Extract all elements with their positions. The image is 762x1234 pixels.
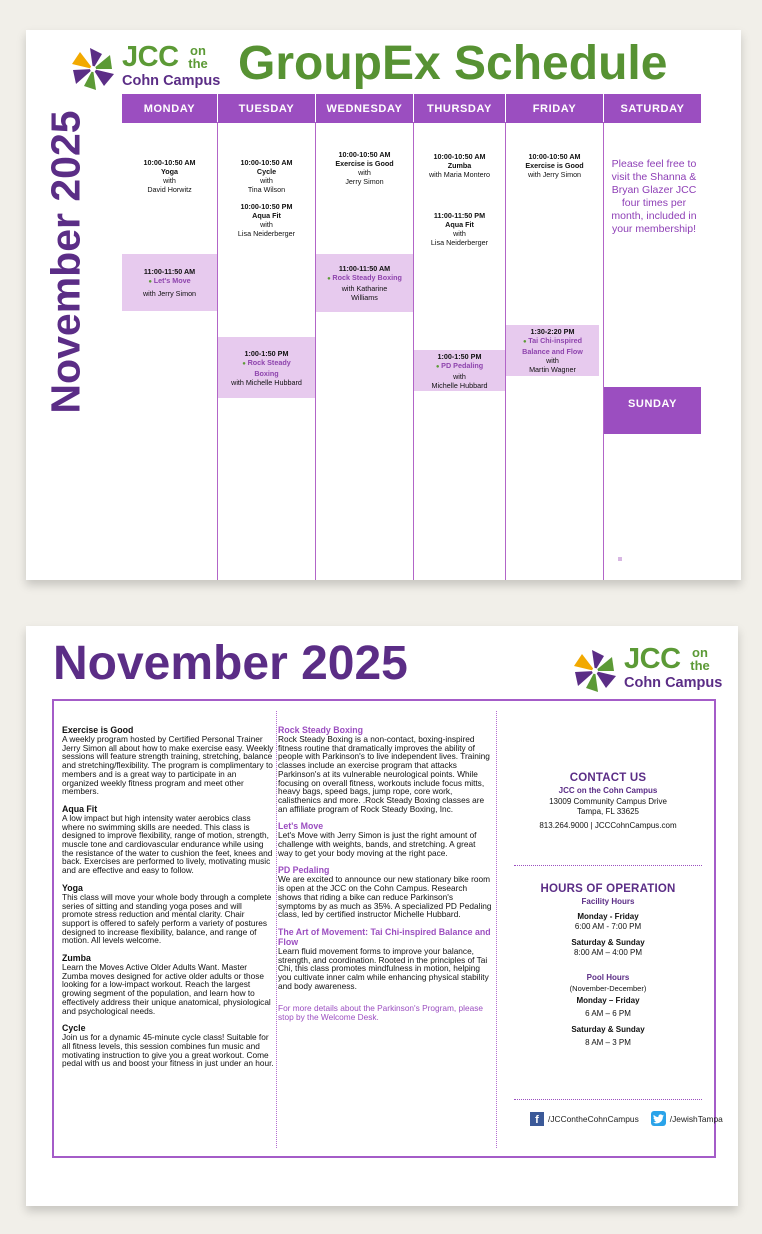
event-instructor: with Katharine Williams bbox=[341, 284, 388, 302]
event-time: 1:00-1:50 PM bbox=[244, 348, 289, 358]
event-name: Exercise is Good bbox=[335, 159, 394, 168]
pool-weekday-label: Monday – Friday bbox=[576, 996, 640, 1005]
facility-hours-label: Facility Hours bbox=[581, 897, 635, 906]
hours-heading: HOURS OF OPERATION bbox=[540, 883, 676, 895]
twitter-handle[interactable]: /JewishTampa bbox=[669, 1113, 723, 1124]
event-name: ● Rock Steady Boxing bbox=[327, 273, 402, 284]
event-time: 10:00-10:50 PM bbox=[240, 202, 293, 211]
event-card bbox=[122, 156, 217, 196]
logo-jcc-text: JCC bbox=[624, 643, 681, 675]
facebook-icon[interactable]: f bbox=[530, 1112, 544, 1126]
event-with: with bbox=[358, 168, 371, 177]
weekday-hours: 6:00 AM - 7:00 PM bbox=[574, 922, 642, 931]
event-instructor: Tina Wilson bbox=[247, 185, 286, 194]
event-instructor: Jerry Simon bbox=[345, 177, 384, 186]
details-page bbox=[26, 626, 738, 1206]
jcc-logo bbox=[70, 41, 221, 100]
event-instructor: with Maria Montero bbox=[428, 169, 491, 179]
class-title: Aqua Fit bbox=[62, 803, 98, 814]
twitter-icon[interactable] bbox=[651, 1111, 666, 1126]
contact-address-line1: 13009 Community Campus Drive bbox=[549, 797, 667, 806]
pool-season: (November-December) bbox=[569, 984, 647, 993]
column-separator bbox=[496, 711, 497, 1148]
event-card-highlighted bbox=[414, 350, 505, 391]
class-text: We are excited to announce our new stationary bike room is open at the JCC on the Cohn Campus. Research shows that riding a bike can reduce Parkinson's symptoms by as much as 35%. A specialized PD Pedaling class, led by certified instructor Michelle Hubbard. bbox=[278, 874, 492, 920]
logo-jcc-text: JCC bbox=[122, 41, 179, 73]
event-instructor: Lisa Neiderberger bbox=[237, 229, 296, 238]
jcc-logo bbox=[572, 643, 723, 702]
class-title: Cycle bbox=[62, 1023, 86, 1034]
event-name: Cycle bbox=[256, 167, 277, 176]
contact-section bbox=[506, 771, 710, 831]
contact-heading: CONTACT US bbox=[569, 772, 647, 784]
day-header-sunday: SUNDAY bbox=[604, 387, 701, 434]
logo-on-the-text: on the bbox=[188, 43, 208, 71]
pool-hours-label: Pool Hours bbox=[586, 973, 630, 982]
day-header-tuesday: TUESDAY bbox=[218, 94, 315, 123]
day-header-friday: FRIDAY bbox=[506, 94, 603, 123]
class-text: Learn fluid movement forms to improve your balance, strength, and coordination. Rooted in the principles of Tai Chi, this class promotes mindfulness in motion, helping you cultivate inner calm while enhancing physical stability and body awareness. bbox=[278, 945, 489, 991]
saturday-note: Please feel free to visit the Shanna & Bryan Glazer JCC four times per month, included in your membership! bbox=[611, 158, 697, 235]
event-instructor: Lisa Neiderberger bbox=[430, 238, 489, 247]
event-time: 11:00-11:50 AM bbox=[143, 267, 196, 276]
pinwheel-logo-icon bbox=[70, 46, 116, 92]
event-time: 10:00-10:50 AM bbox=[433, 151, 486, 161]
contact-phone-web: 813.264.9000 | JCCCohnCampus.com bbox=[539, 821, 677, 830]
event-instructor: with Jerry Simon bbox=[527, 169, 582, 179]
event-card bbox=[414, 150, 505, 180]
event-name: Exercise is Good bbox=[525, 160, 584, 170]
event-with: with bbox=[163, 176, 176, 185]
logo-campus-text: Cohn Campus bbox=[122, 73, 221, 89]
event-card bbox=[218, 156, 315, 196]
class-title: Rock Steady Boxing bbox=[278, 725, 364, 735]
section-divider bbox=[514, 1099, 702, 1100]
event-with: with bbox=[453, 371, 466, 381]
details-box bbox=[52, 699, 723, 1158]
contact-address-line2: Tampa, FL 33625 bbox=[577, 807, 639, 816]
event-with: with bbox=[260, 176, 273, 185]
event-time: 1:00-1:50 PM bbox=[437, 351, 482, 361]
event-time: 1:30-2:20 PM bbox=[530, 327, 575, 336]
event-name: ● Let's Move bbox=[148, 276, 190, 287]
class-text: This class will move your whole body through a complete series of sitting and standing yoga poses and will promote stress reduction and mental clarity. Chair support is offered to safely perform a variety of postures designed to increase flexibility, balance, and range of motion. All levels welcome. bbox=[62, 891, 272, 946]
logo-on-the-text: on the bbox=[690, 645, 710, 673]
weekday-label: Monday - Friday bbox=[577, 912, 639, 921]
day-header-thursday: THURSDAY bbox=[414, 94, 505, 123]
section-divider bbox=[514, 865, 702, 866]
event-name: Zumba bbox=[447, 160, 472, 170]
event-time: 11:00-11:50 AM bbox=[338, 264, 391, 273]
event-instructor: Martin Wagner bbox=[529, 365, 576, 374]
event-with: with bbox=[546, 356, 559, 365]
event-with: with bbox=[260, 220, 273, 229]
pinwheel-logo-icon bbox=[572, 648, 618, 694]
event-name: ● PD Pedaling bbox=[436, 361, 483, 372]
column-separator bbox=[276, 711, 277, 1148]
class-text: A low impact but high intensity water aerobics class where no swimming skills are needed. This class is designed to improve flexibility, range of motion, strength, muscle tone and cardiovascular endurance while using the resistance of the water to cushion the feet, knees and back. Exercises are performed to lively, motivating music and are effective and easy to follow. bbox=[62, 812, 273, 876]
logo-campus-text: Cohn Campus bbox=[624, 675, 723, 691]
facebook-handle[interactable]: /JCContheCohnCampus bbox=[548, 1113, 639, 1124]
event-instructor: Michelle Hubbard bbox=[431, 380, 488, 390]
event-card-highlighted bbox=[506, 325, 599, 376]
schedule-title: GroupEx Schedule bbox=[238, 37, 668, 90]
parkinsons-footnote: For more details about the Parkinson's Program, please stop by the Welcome Desk. bbox=[278, 1003, 483, 1023]
grid-line bbox=[315, 122, 316, 580]
event-name: ● Tai Chi-inspired Balance and Flow bbox=[510, 336, 595, 356]
weekend-hours: 8:00 AM – 4:00 PM bbox=[573, 948, 643, 957]
event-card bbox=[316, 150, 413, 186]
details-title: November 2025 bbox=[53, 637, 408, 690]
class-title: Zumba bbox=[62, 953, 91, 964]
day-header-monday: MONDAY bbox=[122, 94, 217, 123]
class-title: Exercise is Good bbox=[62, 725, 134, 735]
pool-weekend-label: Saturday & Sunday bbox=[571, 1025, 645, 1034]
event-card-highlighted bbox=[316, 254, 413, 312]
class-text: Let's Move with Jerry Simon is just the right amount of challenge with weights, bands, and stretching. A great way to get your body moving at the right pace. bbox=[278, 830, 477, 858]
event-time: 10:00-10:50 AM bbox=[143, 158, 196, 167]
event-name: Yoga bbox=[160, 167, 179, 176]
event-time: 10:00-10:50 AM bbox=[338, 150, 391, 159]
event-card-highlighted bbox=[218, 337, 315, 398]
contact-org-name: JCC on the Cohn Campus bbox=[558, 786, 658, 795]
event-card bbox=[506, 150, 603, 180]
class-text: Rock Steady Boxing is a non-contact, boxing-inspired fitness routine that dramatically improves the ability of people with Parkinson's to live independent lives. Training classes include an exercise program that attacks Parkinson's at its vulnerable neurological points. While focusing on overall fitness, workouts include focus mitts, heavy bags, speed bags, jump rope, core work, calisthenics and more. .Rock Steady Boxing classes are an affiliate program of Rock Steady Boxing, Inc. bbox=[278, 734, 490, 814]
pool-weekday-hours: 6 AM – 6 PM bbox=[585, 1009, 631, 1018]
weekend-label: Saturday & Sunday bbox=[571, 938, 645, 947]
event-card-highlighted bbox=[122, 254, 217, 311]
class-text: A weekly program hosted by Certified Personal Trainer Jerry Simon all about how to make exercise easy. Weekly sessions will feature strength training, stretching, balance and stretching/flexibility. The program is complimentary to members and is a great way to participate in an organized weekly fitness program and meet other members. bbox=[62, 734, 274, 797]
class-title: Yoga bbox=[62, 882, 83, 893]
event-name: Aqua Fit bbox=[445, 220, 474, 229]
grid-line bbox=[603, 122, 604, 580]
event-with: with bbox=[453, 229, 466, 238]
hours-section bbox=[506, 882, 710, 1048]
class-text: Learn the Moves Active Older Adults Want. Master Zumba moves designed for active older adults or those looking for a low-impact workout. Reach the largest growing segment of the population, and learn how to effectively address their unique anatomical, physiological and psychological needs. bbox=[62, 962, 271, 1016]
class-descriptions-col1 bbox=[62, 725, 274, 1068]
social-links bbox=[530, 1111, 723, 1126]
event-card bbox=[218, 200, 315, 240]
class-title: Let's Move bbox=[278, 821, 324, 832]
class-title: PD Pedaling bbox=[278, 865, 330, 876]
day-header-saturday: SATURDAY bbox=[604, 94, 701, 123]
day-header-wednesday: WEDNESDAY bbox=[316, 94, 413, 123]
event-time: 10:00-10:50 AM bbox=[528, 151, 581, 161]
event-time: 11:00-11:50 PM bbox=[433, 211, 486, 220]
event-name: ● Rock Steady Boxing bbox=[232, 358, 302, 378]
decorative-dot bbox=[618, 557, 622, 561]
class-descriptions-col2 bbox=[278, 725, 492, 1022]
class-title: The Art of Movement: Tai Chi-inspired Balance and Flow bbox=[278, 926, 491, 947]
schedule-page: JCC on the Cohn Campus GroupEx Schedule November 2025 MONDAY TUESDAY WEDNESDAY THURSDAY FRIDAY SATURDAY 10:00-10:50 AM Yoga with David Horwitz 11:00-11:50 AM ● Let's Move with Jerry Simon 10:00-10:50 AM Cycle with Tina Wilson 10:00-10:50 PM Aqua Fit with Lisa Neiderberger 1:00-1:50 PM ● Rock Steady Boxing with Michelle Hubbard 10:00-10:50 AM Exercise is Good with Jerry Simon 11:00-11:50 AM ● Rock Steady Boxing with Katharine Williams 10:00-10:50 AM Zumba with Maria Montero 11:00-11:50 PM Aqua Fit with Lisa Neiderberger 1:00-1:50 PM ● PD Pedaling with Michelle Hubbard 10:00-10:50 AM Exercise is Good with Jerry Simon 1:30-2:20 PM ● Tai Chi-inspired Balance and Flow with Martin Wagner Please feel free to visit the Shanna & Bryan Glazer JCC four times per month, included in your membership! SUNDAY bbox=[26, 30, 741, 580]
event-name: Aqua Fit bbox=[252, 211, 281, 220]
event-instructor: with Jerry Simon bbox=[142, 289, 197, 298]
event-instructor: with Michelle Hubbard bbox=[231, 377, 302, 387]
pool-weekend-hours: 8 AM – 3 PM bbox=[585, 1038, 631, 1047]
event-card bbox=[414, 209, 505, 249]
event-time: 10:00-10:50 AM bbox=[240, 158, 293, 167]
class-text: Join us for a dynamic 45-minute cycle class! Suitable for all fitness levels, this session combines fun music and motivating instruction to give you a great workout. Come pedal with us and boost your fitness in just under an hour. bbox=[62, 1032, 274, 1069]
event-instructor: David Horwitz bbox=[147, 185, 192, 194]
